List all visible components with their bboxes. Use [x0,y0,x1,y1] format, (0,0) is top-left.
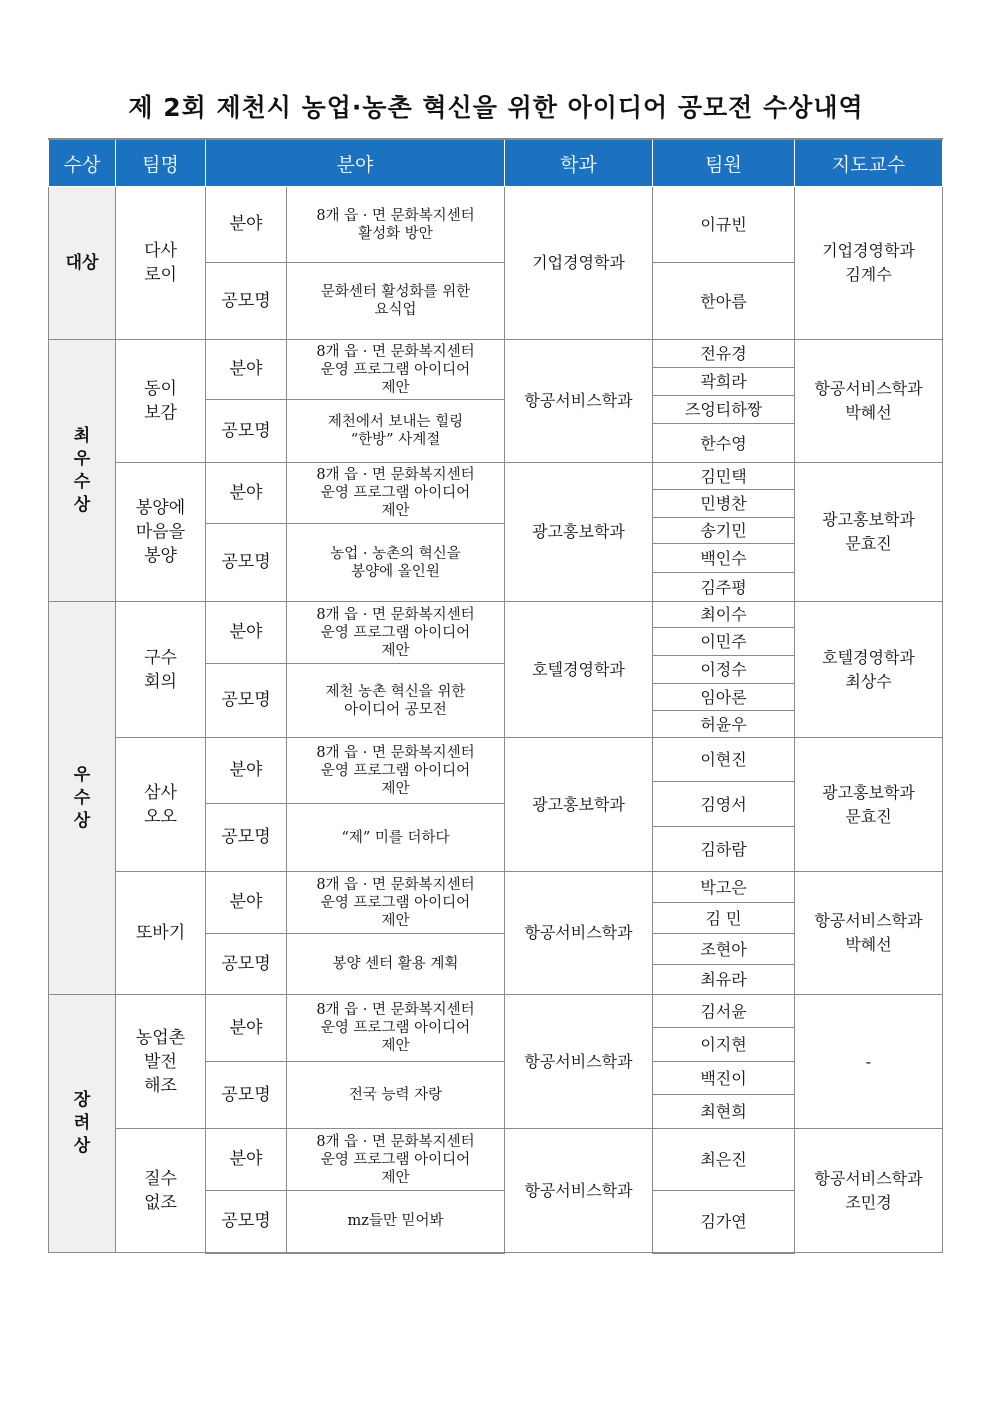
field-value: 8개 읍 · 면 문화복지센터 운영 프로그램 아이디어 제안 [287,872,505,934]
advisor: 항공서비스학과 박혜선 [795,872,943,995]
field-label: 분야 [206,463,287,524]
team-name: 구수 회의 [116,602,206,738]
member-name: 한수영 [653,424,795,463]
field-label: 분야 [206,340,287,400]
contest-value: 문화센터 활성화를 위한 요식업 [287,263,505,340]
table-row [49,1129,943,1191]
member-name: 김하람 [653,827,795,872]
contest-value: mz들만 믿어봐 [287,1191,505,1253]
page-title: 제 2회 제천시 농업·농촌 혁신을 위한 아이디어 공모전 수상내역 [128,93,864,122]
member-name: 민병찬 [653,490,795,518]
member-name: 최이수 [653,602,795,628]
table-row [49,738,943,782]
member-name: 이현진 [653,738,795,782]
field-label: 분야 [206,602,287,664]
table-row [49,872,943,903]
member-name: 곽희라 [653,368,795,396]
department: 광고홍보학과 [505,738,653,872]
member-name: 이지현 [653,1028,795,1062]
member-name: 이정수 [653,656,795,684]
team-name: 농업촌 발전 해조 [116,995,206,1129]
member-name: 이민주 [653,628,795,656]
header-row [49,139,943,187]
table-row [49,602,943,628]
advisor: 기업경영학과 김계수 [795,187,943,340]
field-value: 8개 읍 · 면 문화복지센터 운영 프로그램 아이디어 제안 [287,340,505,400]
department: 항공서비스학과 [505,1129,653,1253]
field-label: 분야 [206,1129,287,1191]
member-name: 김서윤 [653,995,795,1028]
team-name: 또바기 [116,872,206,995]
award-cell: 대상 [49,187,116,340]
contest-value: 전국 능력 자랑 [287,1062,505,1129]
department: 호텔경영학과 [505,602,653,738]
table-row [49,463,943,490]
member-name: 조현아 [653,934,795,965]
field-value: 8개 읍 · 면 문화복지센터 운영 프로그램 아이디어 제안 [287,602,505,664]
contest-value: 제천에서 보내는 힐링 “한방” 사계절 [287,400,505,463]
header-dept: 학과 [505,139,653,187]
department: 항공서비스학과 [505,995,653,1129]
member-name: 김 민 [653,903,795,934]
award-cell: 장 려 상 [49,995,116,1253]
header-team: 팀명 [116,139,206,187]
member-name: 김주평 [653,573,795,602]
award-cell: 최 우 수 상 [49,340,116,602]
contest-label: 공모명 [206,1191,287,1253]
contest-label: 공모명 [206,400,287,463]
team-name: 삼사 오오 [116,738,206,872]
contest-label: 공모명 [206,524,287,602]
member-name: 송기민 [653,518,795,544]
member-name: 김영서 [653,782,795,827]
member-name: 백진이 [653,1062,795,1095]
advisor: - [795,995,943,1129]
team-name: 다사 로이 [116,187,206,340]
contest-value: 봉양 센터 활용 계획 [287,934,505,995]
header-field: 분야 [206,139,505,187]
table-row [49,187,943,263]
contest-value: 농업 · 농촌의 혁신을 봉양에 올인원 [287,524,505,602]
contest-label: 공모명 [206,664,287,738]
member-name: 이규빈 [653,187,795,263]
award-cell: 우 수 상 [49,602,116,995]
member-name: 허윤우 [653,711,795,738]
advisor: 호텔경영학과 최상수 [795,602,943,738]
table-row [49,340,943,368]
member-name: 김민택 [653,463,795,490]
field-value: 8개 읍 · 면 문화복지센터 활성화 방안 [287,187,505,263]
field-value: 8개 읍 · 면 문화복지센터 운영 프로그램 아이디어 제안 [287,995,505,1062]
member-name: 임아론 [653,684,795,711]
department: 기업경영학과 [505,187,653,340]
member-name: 김가연 [653,1191,795,1253]
member-name: 전유경 [653,340,795,368]
contest-value: “제” 미를 더하다 [287,804,505,872]
team-name: 동이 보감 [116,340,206,463]
advisor: 항공서비스학과 박혜선 [795,340,943,463]
member-name: 최유라 [653,965,795,995]
member-name: 즈엉티하짱 [653,396,795,424]
advisor: 항공서비스학과 조민경 [795,1129,943,1253]
field-label: 분야 [206,187,287,263]
team-name: 봉양에 마음을 봉양 [116,463,206,602]
contest-label: 공모명 [206,1062,287,1129]
department: 항공서비스학과 [505,340,653,463]
member-name: 박고은 [653,872,795,903]
advisor: 광고홍보학과 문효진 [795,463,943,602]
header-award: 수상 [49,139,116,187]
table-row [49,995,943,1028]
contest-value: 제천 농촌 혁신을 위한 아이디어 공모전 [287,664,505,738]
team-name: 질수 없조 [116,1129,206,1253]
department: 광고홍보학과 [505,463,653,602]
member-name: 최은진 [653,1129,795,1191]
member-name: 한아름 [653,263,795,340]
field-value: 8개 읍 · 면 문화복지센터 운영 프로그램 아이디어 제안 [287,738,505,804]
field-label: 분야 [206,738,287,804]
field-value: 8개 읍 · 면 문화복지센터 운영 프로그램 아이디어 제안 [287,1129,505,1191]
member-name: 백인수 [653,544,795,573]
department: 항공서비스학과 [505,872,653,995]
field-value: 8개 읍 · 면 문화복지센터 운영 프로그램 아이디어 제안 [287,463,505,524]
advisor: 광고홍보학과 문효진 [795,738,943,872]
contest-label: 공모명 [206,263,287,340]
contest-label: 공모명 [206,934,287,995]
member-name: 최현희 [653,1095,795,1129]
header-advisor: 지도교수 [795,139,943,187]
contest-label: 공모명 [206,804,287,872]
field-label: 분야 [206,872,287,934]
header-members: 팀원 [653,139,795,187]
field-label: 분야 [206,995,287,1062]
awards-table [48,138,943,1254]
